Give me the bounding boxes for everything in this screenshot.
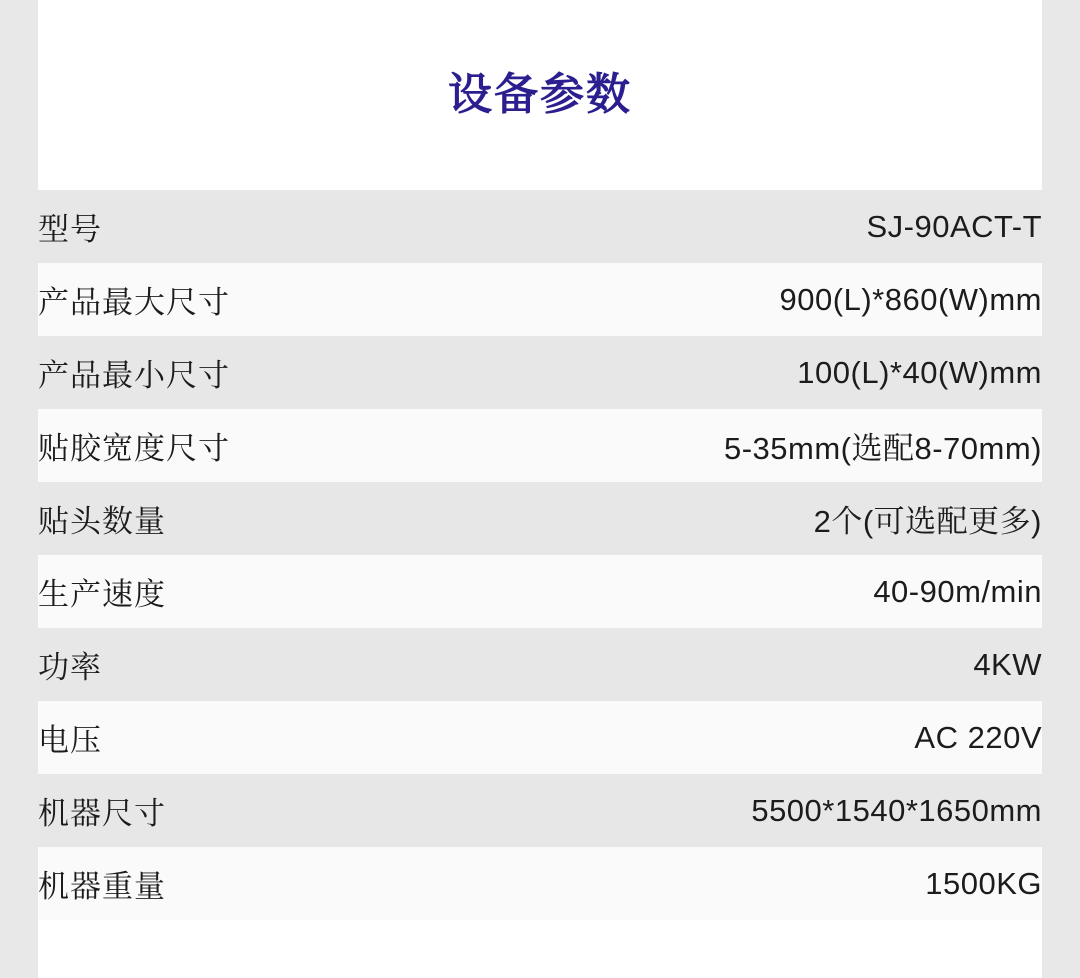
title-area — [38, 0, 1042, 190]
spec-value: 2个(可选配更多) — [813, 504, 1042, 539]
spec-value: 40-90m/min — [873, 573, 1042, 609]
table-row — [38, 774, 1042, 847]
spec-label: 型号 — [38, 212, 102, 247]
spec-value: 900(L)*860(W)mm — [779, 281, 1042, 317]
specifications-table — [38, 190, 1042, 920]
spec-value: 4KW — [973, 646, 1042, 682]
specifications-table-body — [38, 190, 1042, 920]
spec-label: 生产速度 — [38, 577, 166, 612]
spec-sheet — [38, 0, 1042, 978]
spec-label: 电压 — [38, 723, 102, 758]
spec-label: 机器尺寸 — [38, 796, 166, 831]
spec-label: 机器重量 — [38, 869, 166, 904]
spec-value: 5-35mm(选配8-70mm) — [723, 431, 1042, 466]
spec-label: 产品最大尺寸 — [38, 285, 230, 320]
spec-value: 1500KG — [925, 865, 1042, 901]
page-title: 设备参数 — [448, 70, 632, 119]
table-row — [38, 701, 1042, 774]
spec-value: 5500*1540*1650mm — [751, 792, 1042, 828]
table-row — [38, 190, 1042, 263]
spec-label: 贴头数量 — [38, 504, 166, 539]
table-row — [38, 628, 1042, 701]
spec-value: AC 220V — [914, 719, 1042, 755]
table-row — [38, 482, 1042, 555]
spec-label: 功率 — [38, 650, 102, 685]
table-row — [38, 555, 1042, 628]
spec-label: 贴胶宽度尺寸 — [38, 431, 230, 466]
table-row — [38, 409, 1042, 482]
spec-value: 100(L)*40(W)mm — [797, 354, 1042, 390]
table-row — [38, 263, 1042, 336]
table-row — [38, 847, 1042, 920]
table-row — [38, 336, 1042, 409]
spec-value: SJ-90ACT-T — [866, 208, 1042, 244]
spec-label: 产品最小尺寸 — [38, 358, 230, 393]
